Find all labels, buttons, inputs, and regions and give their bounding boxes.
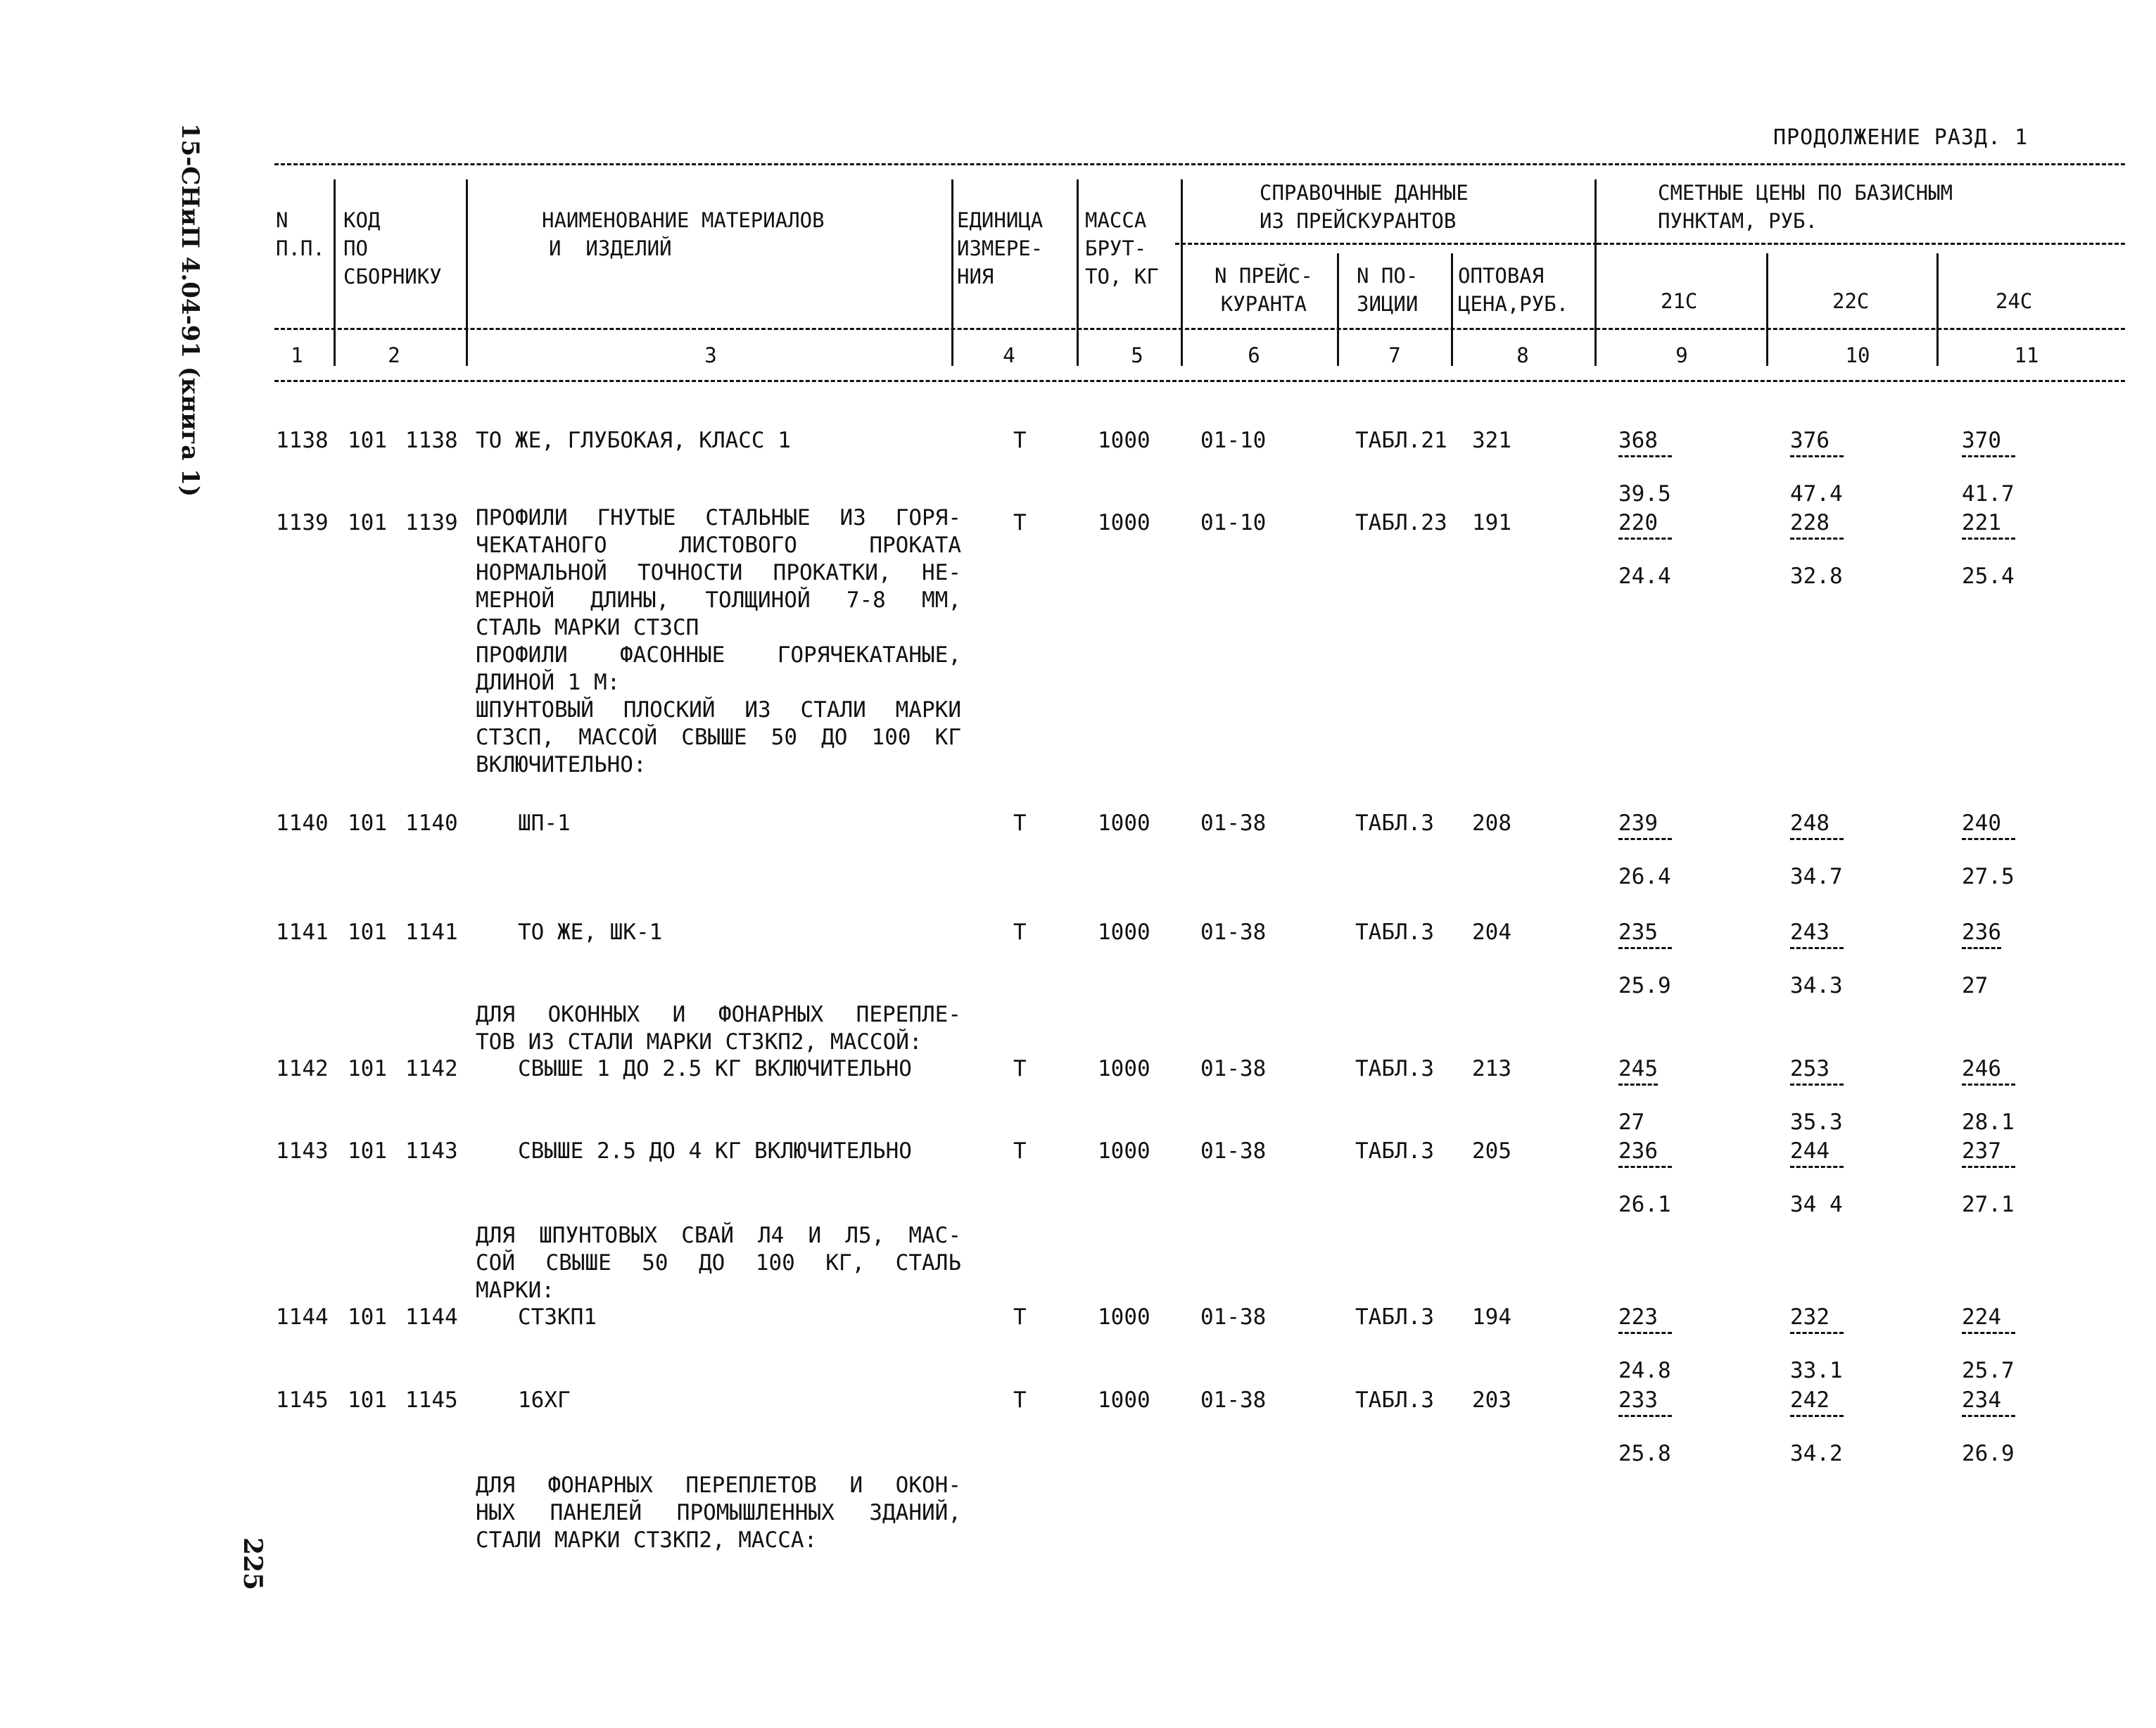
fraction-bar [1790,455,1844,457]
price-denominator: 26.4 [1618,864,1671,889]
code-part: 101 [348,428,387,453]
position-cell: ТАБЛ.3 [1355,1387,1434,1413]
col-number: 1 [291,343,303,367]
price-denominator: 26.9 [1962,1441,2015,1466]
fraction-bar [1962,947,2001,949]
desc-line: ДЛИНОЙ 1 М: [476,670,621,695]
col-separator [1594,179,1597,366]
col-number: 8 [1516,343,1529,367]
document-code: 15-СНиП 4.04-91 (книга 1) [176,123,204,497]
row-number: 1138 [276,428,329,453]
code-part: 101 [348,510,387,535]
price-numerator: 223 [1618,1304,1658,1330]
unit-cell: Т [1013,1304,1027,1330]
wholesale-price-cell: 204 [1472,920,1511,945]
fraction-bar [1962,538,2015,540]
desc-line: ПРОФИЛИ ГНУТЫЕ СТАЛЬНЫЕ ИЗ ГОРЯ- [476,505,961,531]
header-col5: МАССА БРУТ- ТО, КГ [1085,208,1159,288]
desc-piles [476,1222,961,1304]
price-numerator: 224 [1962,1304,2001,1330]
desc-line: СОЙ СВЫШЕ 50 ДО 100 КГ, СТАЛЬ [476,1250,961,1276]
price-denominator: 25.8 [1618,1441,1671,1466]
col-number: 6 [1248,343,1260,367]
header-col3: НАИМЕНОВАНИЕ МАТЕРИАЛОВ И ИЗДЕЛИЙ [542,208,825,260]
code-part: 1138 [405,428,458,453]
desc-windows [476,1001,961,1056]
desc-line: НЫХ ПАНЕЛЕЙ ПРОМЫШЛЕННЫХ ЗДАНИЙ, [476,1500,961,1525]
price-numerator: 244 [1790,1138,1830,1164]
desc-line: ШПУНТОВЫЙ ПЛОСКИЙ ИЗ СТАЛИ МАРКИ [476,697,961,723]
price-numerator: 234 [1962,1387,2001,1413]
material-name: СВЫШЕ 1 ДО 2.5 КГ ВКЛЮЧИТЕЛЬНО [518,1056,912,1081]
col-number: 9 [1675,343,1688,367]
col-separator [1077,179,1079,366]
fraction-bar [1962,455,2015,457]
price-numerator: 242 [1790,1387,1830,1413]
unit-cell: Т [1013,510,1027,535]
price-denominator: 28.1 [1962,1110,2015,1135]
price-list-cell: 01-10 [1200,510,1267,535]
wholesale-price-cell: 191 [1472,510,1511,535]
desc-line: МЕРНОЙ ДЛИНЫ, ТОЛЩИНОЙ 7-8 ММ, [476,587,961,613]
price-denominator: 34.2 [1790,1441,1843,1466]
col-separator [1181,179,1183,366]
code-part: 101 [348,811,387,836]
position-cell: ТАБЛ.3 [1355,1138,1434,1164]
desc-line: МАРКИ: [476,1278,554,1303]
header-prices-group: СМЕТНЫЕ ЦЕНЫ ПО БАЗИСНЫМ ПУНКТАМ, РУБ. [1658,181,1953,233]
row-number: 1139 [276,510,329,535]
position-cell: ТАБЛ.3 [1355,1304,1434,1330]
fraction-bar [1790,947,1844,949]
position-cell: ТАБЛ.3 [1355,1056,1434,1081]
numbers-bottom-rule [274,380,2125,382]
fraction-bar [1962,1332,2015,1334]
price-denominator: 34.3 [1790,973,1843,998]
fraction-bar [1790,1166,1844,1168]
fraction-bar [1790,1415,1844,1417]
position-cell: ТАБЛ.21 [1355,428,1447,453]
code-part: 101 [348,1056,387,1081]
price-denominator: 27 [1962,973,1989,998]
desc-lantern [476,1472,961,1554]
desc-line: СТАЛИ МАРКИ СТ3КП2, МАССА: [476,1527,818,1553]
fraction-bar [1790,1332,1844,1334]
mass-cell: 1000 [1098,811,1150,836]
fraction-bar [1790,538,1844,540]
price-numerator: 233 [1618,1387,1658,1413]
material-name: ТО ЖЕ, ГЛУБОКАЯ, КЛАСС 1 [476,428,791,453]
price-denominator: 26.1 [1618,1192,1671,1217]
price-denominator: 25.7 [1962,1358,2015,1383]
price-numerator: 239 [1618,811,1658,836]
col-separator [951,179,953,366]
price-denominator: 34.7 [1790,864,1843,889]
fraction-bar [1962,1415,2015,1417]
price-numerator: 237 [1962,1138,2001,1164]
material-name: ТО ЖЕ, ШК-1 [518,920,663,945]
header-col7: N ПО- ЗИЦИИ [1357,264,1419,316]
desc-line: ПРОФИЛИ ФАСОННЫЕ ГОРЯЧЕКАТАНЫЕ, [476,642,961,668]
price-numerator: 243 [1790,920,1830,945]
code-part: 1141 [405,920,458,945]
code-part: 1144 [405,1304,458,1330]
material-name: СТ3КП1 [518,1304,597,1330]
mass-cell: 1000 [1098,1387,1150,1413]
code-part: 101 [348,1387,387,1413]
header-col11: 24С [1996,289,2033,313]
header-col4: ЕДИНИЦА ИЗМЕРЕ- НИЯ [957,208,1044,288]
unit-cell: Т [1013,428,1027,453]
price-denominator: 27.1 [1962,1192,2015,1217]
price-denominator: 35.3 [1790,1110,1843,1135]
price-list-cell: 01-38 [1200,1304,1267,1330]
code-part: 101 [348,1304,387,1330]
fraction-bar [1790,838,1844,840]
material-name: СВЫШЕ 2.5 ДО 4 КГ ВКЛЮЧИТЕЛЬНО [518,1138,912,1164]
price-denominator: 24.8 [1618,1358,1671,1383]
row-number: 1142 [276,1056,329,1081]
fraction-bar [1618,1166,1672,1168]
desc-line: ДЛЯ ШПУНТОВЫХ СВАЙ Л4 И Л5, МАС- [476,1223,961,1248]
row-number: 1140 [276,811,329,836]
desc-line: ДЛЯ ФОНАРНЫХ ПЕРЕПЛЕТОВ И ОКОН- [476,1473,961,1498]
mass-cell: 1000 [1098,428,1150,453]
desc-line: СТАЛЬ МАРКИ СТ3СП [476,615,699,640]
unit-cell: Т [1013,1387,1027,1413]
desc-1139 [476,504,961,779]
position-cell: ТАБЛ.23 [1355,510,1447,535]
price-numerator: 228 [1790,510,1830,535]
wholesale-price-cell: 208 [1472,811,1511,836]
fraction-bar [1618,538,1672,540]
mass-cell: 1000 [1098,1138,1150,1164]
price-list-cell: 01-38 [1200,1138,1267,1164]
desc-line: НОРМАЛЬНОЙ ТОЧНОСТИ ПРОКАТКИ, НЕ- [476,560,961,585]
code-part: 1145 [405,1387,458,1413]
price-numerator: 232 [1790,1304,1830,1330]
fraction-bar [1962,838,2015,840]
col-separator [1451,253,1453,366]
wholesale-price-cell: 203 [1472,1387,1511,1413]
wholesale-price-cell: 321 [1472,428,1511,453]
col-number: 7 [1388,343,1401,367]
fraction-bar [1618,838,1672,840]
unit-cell: Т [1013,1056,1027,1081]
col-number: 2 [388,343,400,367]
row-number: 1144 [276,1304,329,1330]
price-numerator: 368 [1618,428,1658,453]
wholesale-price-cell: 205 [1472,1138,1511,1164]
col-number: 5 [1131,343,1143,367]
unit-cell: Т [1013,1138,1027,1164]
wholesale-price-cell: 194 [1472,1304,1511,1330]
header-bottom-rule [274,328,2125,330]
price-numerator: 240 [1962,811,2001,836]
price-numerator: 246 [1962,1056,2001,1081]
price-numerator: 248 [1790,811,1830,836]
fraction-bar [1790,1084,1844,1086]
material-name: 16ХГ [518,1387,571,1413]
price-numerator: 370 [1962,428,2001,453]
price-denominator: 47.4 [1790,481,1843,507]
price-list-cell: 01-38 [1200,1387,1267,1413]
row-number: 1141 [276,920,329,945]
position-cell: ТАБЛ.3 [1355,920,1434,945]
price-denominator: 25.9 [1618,973,1671,998]
code-part: 1140 [405,811,458,836]
code-part: 101 [348,920,387,945]
desc-line: ДЛЯ ОКОННЫХ И ФОНАРНЫХ ПЕРЕПЛЕ- [476,1002,961,1027]
code-part: 1142 [405,1056,458,1081]
col-separator [334,179,336,366]
price-numerator: 376 [1790,428,1830,453]
price-denominator: 34 4 [1790,1192,1843,1217]
fraction-bar [1962,1166,2015,1168]
col-number: 3 [704,343,717,367]
price-numerator: 235 [1618,920,1658,945]
mass-cell: 1000 [1098,510,1150,535]
fraction-bar [1618,1332,1672,1334]
price-denominator: 27 [1618,1110,1645,1135]
header-col10: 22С [1832,289,1870,313]
wholesale-price-cell: 213 [1472,1056,1511,1081]
price-list-cell: 01-38 [1200,1056,1267,1081]
price-numerator: 221 [1962,510,2001,535]
desc-line: ТОВ ИЗ СТАЛИ МАРКИ СТ3КП2, МАССОЙ: [476,1029,922,1055]
unit-cell: Т [1013,811,1027,836]
price-denominator: 32.8 [1790,564,1843,589]
price-numerator: 236 [1618,1138,1658,1164]
header-col8: ОПТОВАЯ ЦЕНА,РУБ. [1458,264,1569,316]
prices-subrule [1597,243,2125,245]
price-denominator: 41.7 [1962,481,2015,507]
price-numerator: 236 [1962,920,2001,945]
price-denominator: 27.5 [1962,864,2015,889]
fraction-bar [1618,1415,1672,1417]
col-separator [466,179,468,366]
ref-subrule [1175,243,1597,245]
header-col6: N ПРЕЙС- КУРАНТА [1215,264,1313,316]
price-denominator: 24.4 [1618,564,1671,589]
mass-cell: 1000 [1098,920,1150,945]
header-col9: 21С [1661,289,1698,313]
col-separator [1936,253,1939,366]
row-number: 1143 [276,1138,329,1164]
col-number: 10 [1845,343,1870,367]
desc-line: ВКЛЮЧИТЕЛЬНО: [476,752,647,777]
header-col2: КОД ПО СБОРНИКУ [343,208,442,288]
continuation-label: ПРОДОЛЖЕНИЕ РАЗД. 1 [1773,125,2029,150]
price-numerator: 220 [1618,510,1658,535]
table-top-rule [274,163,2125,165]
unit-cell: Т [1013,920,1027,945]
fraction-bar [1618,1084,1658,1086]
fraction-bar [1962,1084,2015,1086]
code-part: 101 [348,1138,387,1164]
fraction-bar [1618,455,1672,457]
price-list-cell: 01-38 [1200,811,1267,836]
col-separator [1766,253,1768,366]
price-denominator: 25.4 [1962,564,2015,589]
price-numerator: 253 [1790,1056,1830,1081]
code-part: 1143 [405,1138,458,1164]
price-list-cell: 01-38 [1200,920,1267,945]
col-separator [1337,253,1339,366]
fraction-bar [1618,947,1672,949]
price-list-cell: 01-10 [1200,428,1267,453]
desc-line: СТ3СП, МАССОЙ СВЫШЕ 50 ДО 100 КГ [476,725,961,750]
mass-cell: 1000 [1098,1304,1150,1330]
material-name: ШП-1 [518,811,571,836]
row-number: 1145 [276,1387,329,1413]
header-ref-group: СПРАВОЧНЫЕ ДАННЫЕ ИЗ ПРЕЙСКУРАНТОВ [1260,181,1469,233]
price-numerator: 245 [1618,1056,1658,1081]
desc-line: ЧЕКАТАНОГО ЛИСТОВОГО ПРОКАТА [476,533,961,558]
col-number: 4 [1003,343,1015,367]
code-part: 1139 [405,510,458,535]
position-cell: ТАБЛ.3 [1355,811,1434,836]
mass-cell: 1000 [1098,1056,1150,1081]
header-col1: N П.П. [276,208,325,260]
page-number: 225 [238,1537,267,1591]
price-denominator: 39.5 [1618,481,1671,507]
col-number: 11 [2014,343,2039,367]
price-denominator: 33.1 [1790,1358,1843,1383]
